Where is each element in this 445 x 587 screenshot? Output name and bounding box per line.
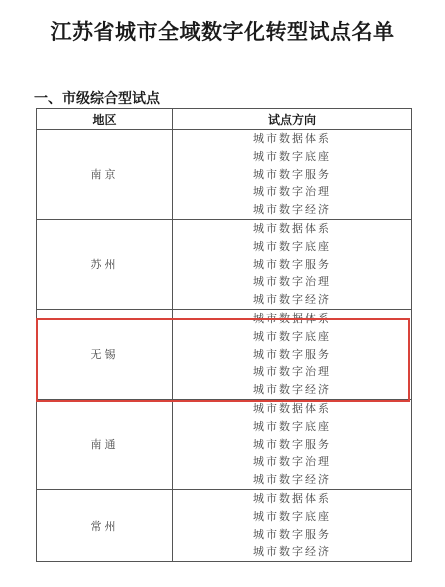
table-row-nantong — [37, 399, 412, 489]
direction-item: 城市数据体系 — [253, 491, 331, 505]
direction-item: 城市数字经济 — [253, 545, 331, 559]
direction-item: 城市数字经济 — [253, 383, 331, 397]
direction-item: 城市数字治理 — [253, 365, 331, 379]
table-row-wuxi — [37, 309, 412, 399]
header-direction: 试点方向 — [173, 109, 412, 130]
table-row-nanjing — [37, 130, 412, 220]
direction-item: 城市数据体系 — [253, 311, 331, 325]
table-header-row — [37, 109, 412, 130]
direction-item: 城市数字底座 — [253, 239, 331, 253]
pilot-list-table — [36, 108, 412, 562]
table-row-suzhou — [37, 219, 412, 309]
region-name: 无锡 — [90, 348, 119, 362]
direction-item: 城市数字治理 — [253, 455, 331, 469]
direction-item: 城市数字服务 — [253, 527, 331, 541]
region-cell — [37, 399, 173, 489]
direction-item: 城市数字底座 — [253, 419, 331, 433]
region-cell — [37, 130, 173, 220]
direction-cell — [173, 130, 412, 220]
region-cell — [37, 219, 173, 309]
direction-item: 城市数字底座 — [253, 509, 331, 523]
header-region: 地区 — [37, 109, 173, 130]
section-heading: 一、市级综合型试点 — [34, 91, 160, 107]
direction-item: 城市数字服务 — [253, 437, 331, 451]
direction-item: 城市数字经济 — [253, 203, 331, 217]
direction-item: 城市数字服务 — [253, 347, 331, 361]
direction-item: 城市数字服务 — [253, 257, 331, 271]
direction-cell — [173, 489, 412, 561]
direction-item: 城市数据体系 — [253, 221, 331, 235]
direction-item: 城市数字服务 — [253, 167, 331, 181]
direction-item: 城市数字经济 — [253, 293, 331, 307]
table-row-changzhou — [37, 489, 412, 561]
region-name: 南通 — [90, 438, 119, 452]
region-cell — [37, 309, 173, 399]
direction-item: 城市数据体系 — [253, 401, 331, 415]
direction-item: 城市数据体系 — [253, 132, 331, 145]
document-title: 江苏省城市全域数字化转型试点名单 — [50, 19, 395, 44]
direction-cell — [173, 399, 412, 489]
direction-cell — [173, 219, 412, 309]
direction-item: 城市数字经济 — [253, 473, 331, 487]
region-name: 常州 — [90, 519, 119, 533]
direction-item: 城市数字治理 — [253, 275, 331, 289]
region-cell — [37, 489, 173, 561]
direction-item: 城市数字治理 — [253, 185, 331, 199]
direction-item: 城市数字底座 — [253, 149, 331, 163]
region-name: 苏州 — [90, 258, 119, 272]
direction-cell — [173, 309, 412, 399]
direction-item: 城市数字底座 — [253, 329, 331, 343]
region-name: 南京 — [90, 168, 119, 182]
